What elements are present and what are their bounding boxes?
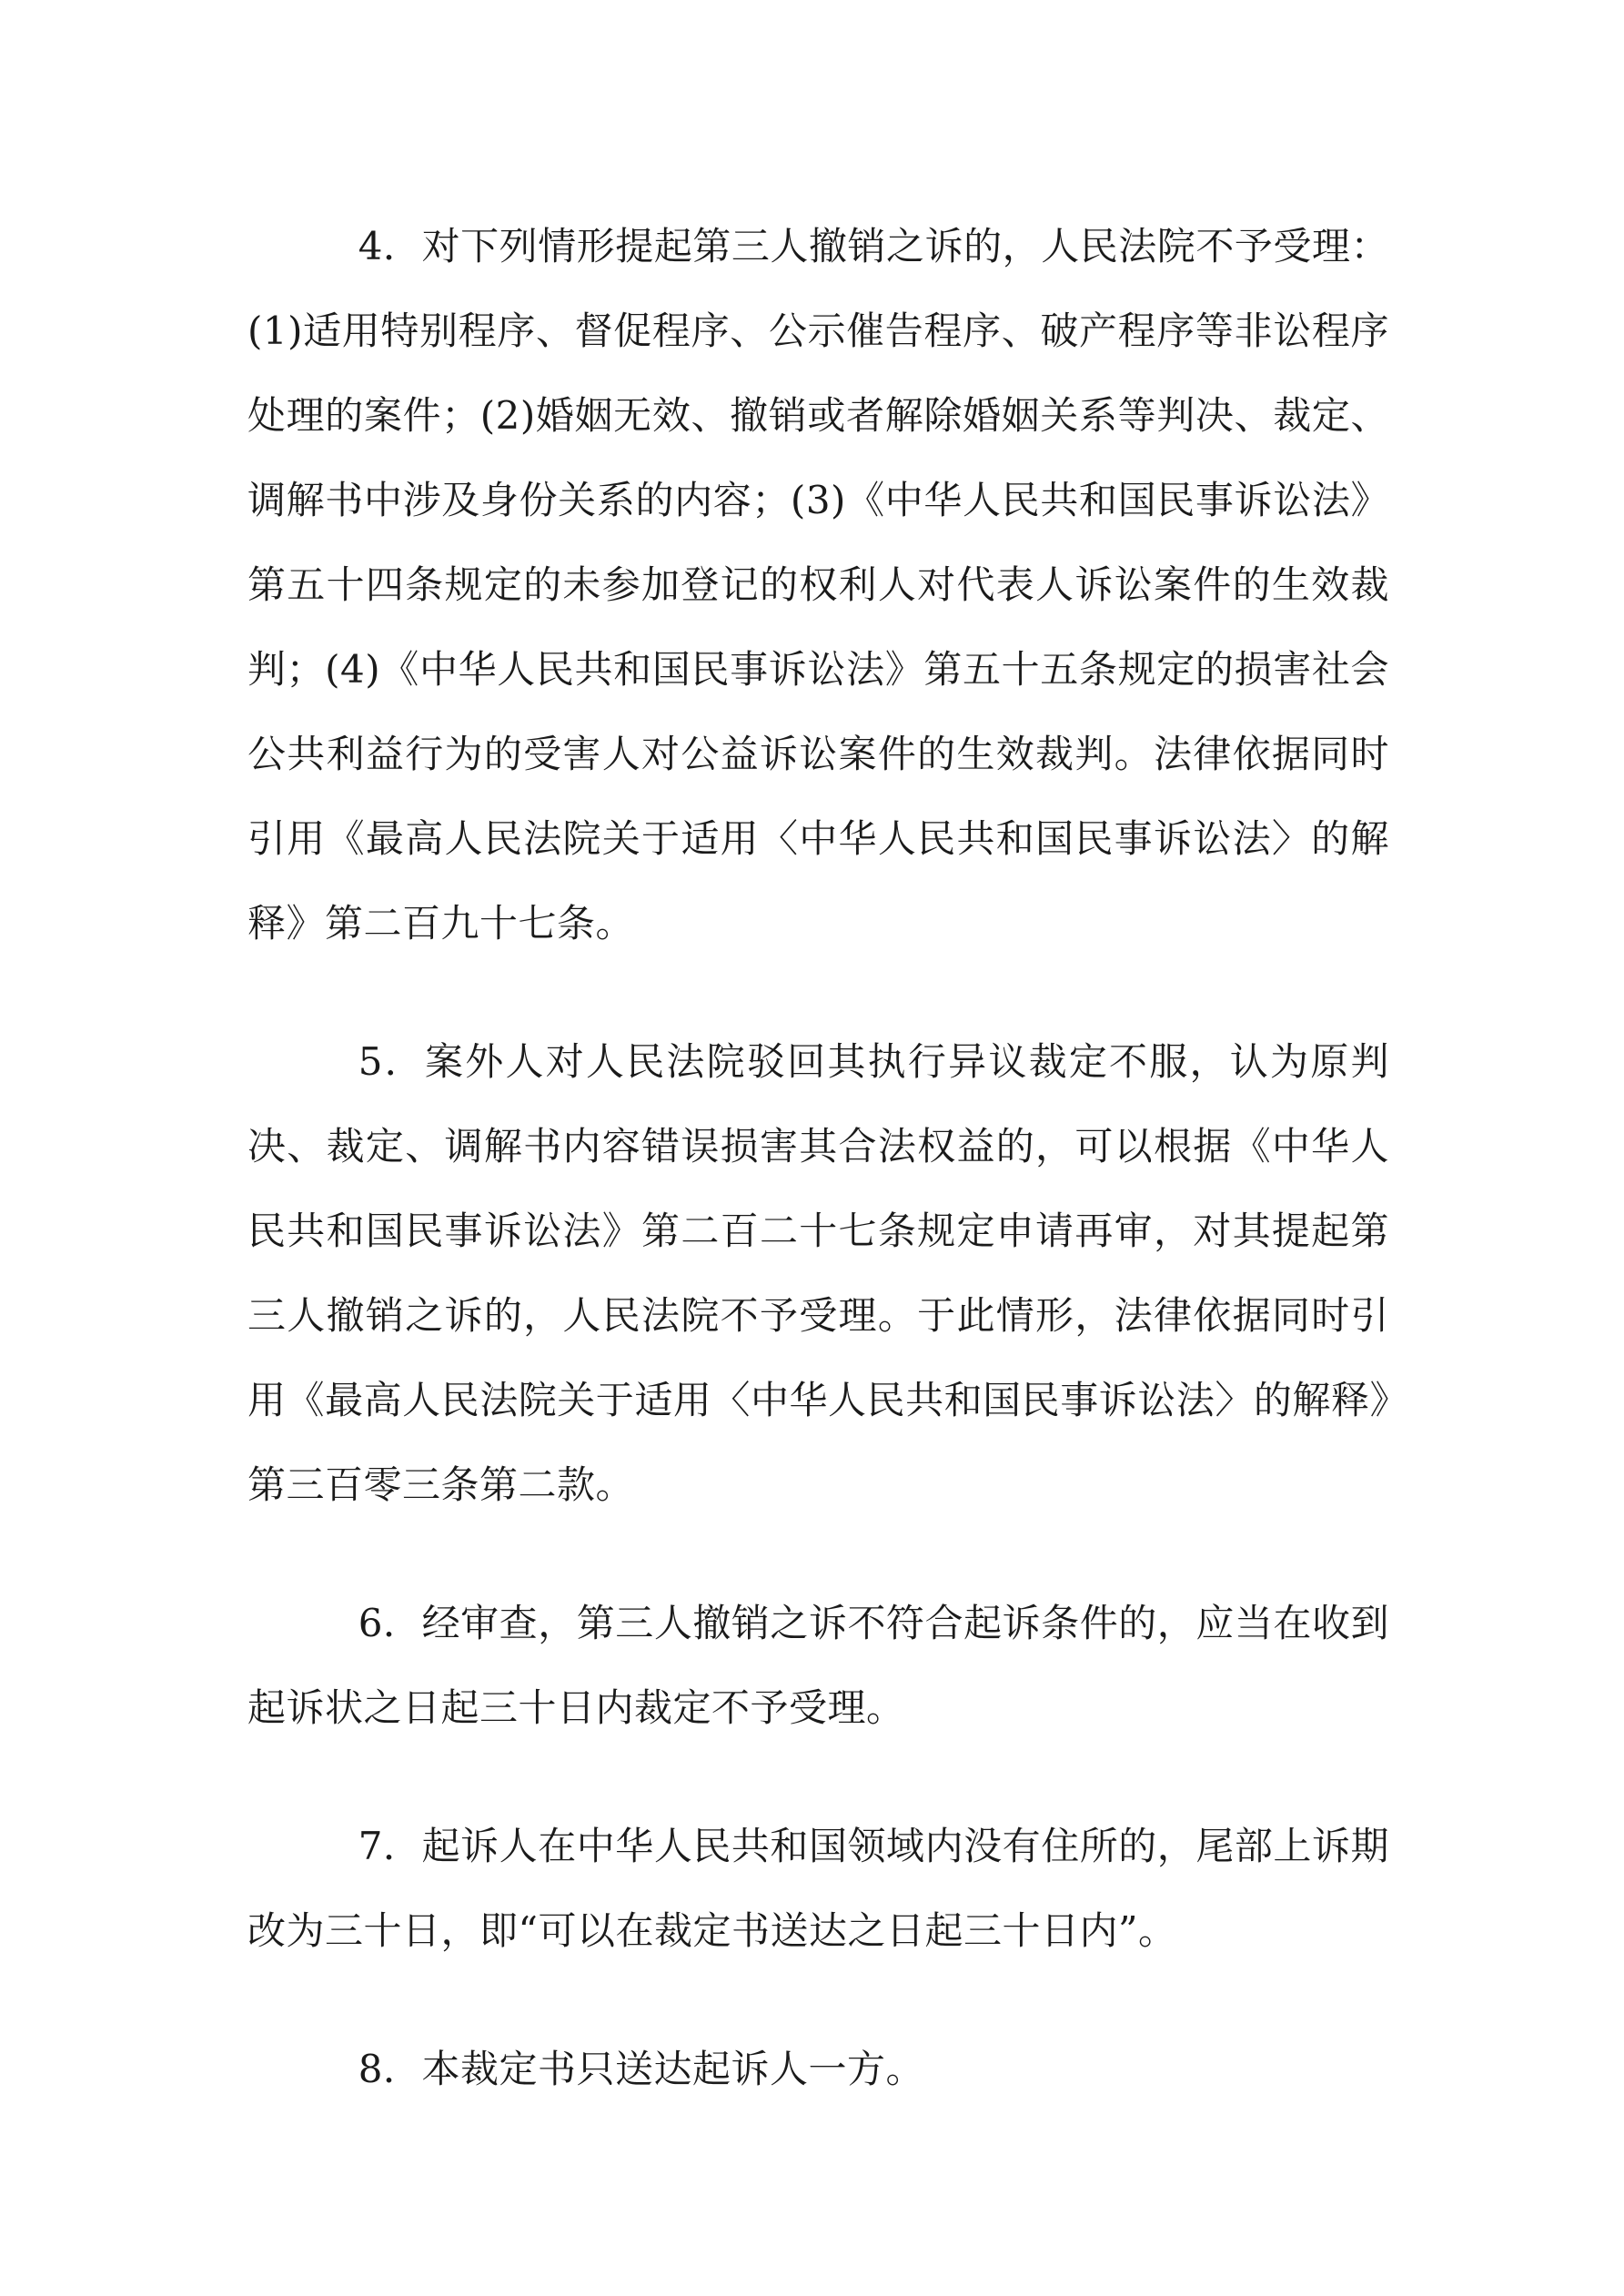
document-body (247, 204, 1389, 2111)
paragraph-5: 5．案外人对人民法院驳回其执行异议裁定不服，认为原判决、裁定、调解书内容错误损害其合法权益的，可以根据《中华人民共和国民事诉讼法》第二百二十七条规定申请再审，对其提起第三人撤销之诉的，人民法院不予受理。于此情形，法律依据同时引用《最高人民法院关于适用〈中华人民共和国民事诉讼法〉的解释》第三百零三条第二款。 (247, 1039, 1389, 1507)
paragraph-4: 4．对下列情形提起第三人撤销之诉的，人民法院不予受理：(1)适用特别程序、督促程序、公示催告程序、破产程序等非讼程序处理的案件；(2)婚姻无效、撤销或者解除婚姻关系等判决、裁定、调解书中涉及身份关系的内容；(3)《中华人民共和国民事诉讼法》第五十四条规定的未参加登记的权利人对代表人诉讼案件的生效裁判；(4)《中华人民共和国民事诉讼法》第五十五条规定的损害社会公共利益行为的受害人对公益诉讼案件的生效裁判。法律依据同时引用《最高人民法院关于适用〈中华人民共和国民事诉讼法〉的解释》第二百九十七条。 (247, 224, 1389, 946)
paragraph-6: 6．经审查，第三人撤销之诉不符合起诉条件的，应当在收到起诉状之日起三十日内裁定不予受理。 (247, 1601, 1389, 1730)
paragraph-7: 7．起诉人在中华人民共和国领域内没有住所的，尾部上诉期改为三十日，即“可以在裁定书送达之日起三十日内”。 (247, 1824, 1389, 1953)
paragraph-8: 8．本裁定书只送达起诉人一方。 (358, 2047, 925, 2091)
